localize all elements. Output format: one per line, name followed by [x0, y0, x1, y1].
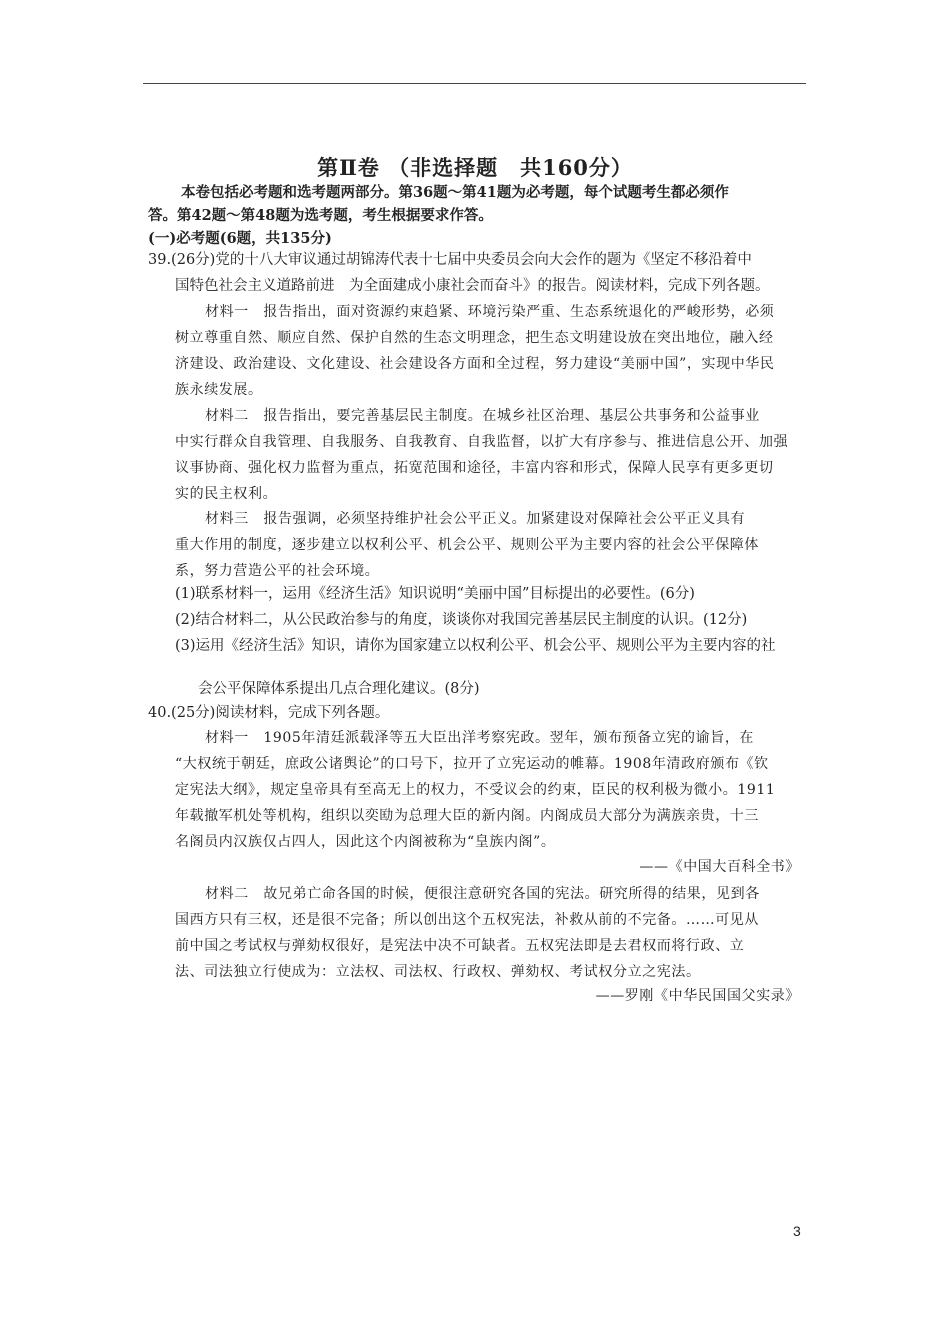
- q40-stem: 40.(25分)阅读材料，完成下列各题。: [148, 705, 390, 721]
- page-number: 3: [793, 1223, 801, 1239]
- q40-material-1-line: 名阁员内汉族仅占四人，因此这个内阁被称为“皇族内阁”。: [175, 834, 556, 850]
- q40-material-2-line: 材料二 故兄弟亡命各国的时候，便很注意研究各国的宪法。研究所得的结果，见到各: [205, 886, 760, 902]
- q39-stem-line-1: 39.(26分)党的十八大审议通过胡锦涛代表十七届中央委员会向大会作的题为《坚定不移沿着中: [148, 252, 752, 268]
- q39-material-1-line: 树立尊重自然、顺应自然、保护自然的生态文明理念，把生态文明建设放在突出地位，融入经: [175, 330, 774, 346]
- q40-material-2-source: ——罗刚《中华民国国父实录》: [595, 988, 800, 1004]
- section-title: 第Ⅱ卷 （非选择题 共160分）: [317, 155, 633, 180]
- q39-subquestion-1: (1)联系材料一，运用《经济生活》知识说明“美丽中国”目标提出的必要性。(6分): [175, 586, 695, 602]
- q40-material-2-line: 前中国之考试权与弹劾权很好，是宪法中决不可缺者。五权宪法即是去君权而将行政、立: [175, 938, 745, 954]
- q39-subquestion-3: (3)运用《经济生活》知识，请你为国家建立以权利公平、机会公平、规则公平为主要内容的社: [175, 638, 776, 654]
- q40-material-1-line: “大权统于朝廷，庶政公诸舆论”的口号下，拉开了立宪运动的帷幕。1908年清政府颁布《钦: [175, 756, 769, 772]
- q39-material-1-line: 济建设、政治建设、文化建设、社会建设各方面和全过程，努力建设“美丽中国”，实现中华民: [175, 356, 775, 372]
- q39-stem-line-2: 国特色社会主义道路前进 为全面建成小康社会而奋斗》的报告。阅读材料，完成下列各题。: [175, 278, 770, 294]
- q39-subquestion-2: (2)结合材料二，从公民政治参与的角度，谈谈你对我国完善基层民主制度的认识。(12分): [175, 612, 748, 628]
- intro-line-1: 本卷包括必考题和选考题两部分。第36题～第41题为必考题，每个试题考生都必须作: [181, 184, 729, 201]
- q39-material-3-line: 系，努力营造公平的社会环境。: [175, 563, 380, 579]
- q39-material-3-line: 材料三 报告强调，必须坚持维护社会公平正义。加紧建设对保障社会公平正义具有: [205, 511, 746, 527]
- section-heading: (一)必考题(6题，共135分): [148, 230, 332, 247]
- q40-material-2-line: 国西方只有三权，还是很不完备；所以创出这个五权宪法，补救从前的不完备。……可见从: [175, 912, 759, 928]
- q39-material-2-line: 议事协商、强化权力监督为重点，拓宽范围和途径，丰富内容和形式，保障人民享有更多更切: [175, 460, 774, 476]
- header-rule: [143, 83, 806, 84]
- q39-material-1-line: 族永续发展。: [175, 382, 263, 398]
- intro-line-2: 答。第42题～第48题为选考题，考生根据要求作答。: [148, 207, 493, 224]
- q39-material-2-line: 实的民主权利。: [175, 486, 278, 502]
- q40-material-2-line: 法、司法独立行使成为：立法权、司法权、行政权、弹劾权、考试权分立之宪法。: [175, 964, 701, 980]
- q40-material-1-line: 年载撤军机处等机构，组织以奕劻为总理大臣的新内阁。内阁成员大部分为满族亲贵，十三: [175, 808, 759, 824]
- q39-material-3-line: 重大作用的制度，逐步建立以权利公平、机会公平、规则公平为主要内容的社会公平保障体: [175, 537, 759, 553]
- q39-material-2-line: 材料二 报告指出，要完善基层民主制度。在城乡社区治理、基层公共事务和公益事业: [205, 408, 760, 424]
- q40-material-1-line: 定宪法大纲》，规定皇帝具有至高无上的权力，不受议会的约束，臣民的权利极为微小。1911: [175, 782, 776, 798]
- q40-material-1-source: ——《中国大百科全书》: [639, 859, 800, 875]
- q40-material-1-line: 材料一 1905年清廷派载泽等五大臣出洋考察宪政。翌年，颁布预备立宪的谕旨，在: [205, 730, 755, 746]
- q39-material-1-line: 材料一 报告指出，面对资源约束趋紧、环境污染严重、生态系统退化的严峻形势，必须: [205, 304, 775, 320]
- q39-subquestion-3-cont: 会公平保障体系提出几点合理化建议。(8分): [198, 681, 480, 697]
- q39-material-2-line: 中实行群众自我管理、自我服务、自我教育、自我监督，以扩大有序参与、推进信息公开、加强: [175, 434, 789, 450]
